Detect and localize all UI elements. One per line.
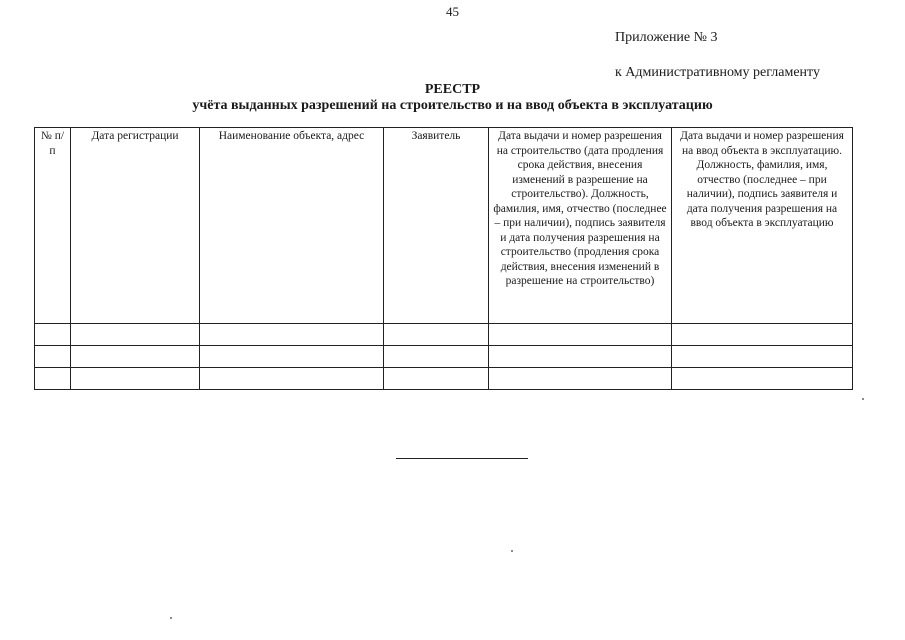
page-number: 45	[446, 4, 459, 19]
appendix-number: Приложение № 3	[615, 30, 718, 45]
table-cell	[35, 368, 71, 390]
table-cell	[672, 346, 853, 368]
table-cell	[35, 346, 71, 368]
table-cell	[384, 368, 489, 390]
table-cell	[35, 324, 71, 346]
header-number: № п/п	[35, 128, 71, 324]
scan-speck	[170, 617, 172, 619]
table-cell	[384, 346, 489, 368]
table-cell	[200, 324, 384, 346]
table-row	[35, 346, 853, 368]
header-registration-date: Дата регистрации	[71, 128, 200, 324]
table-cell	[489, 368, 672, 390]
header-commissioning-permit: Дата выдачи и номер разрешения на ввод объекта в эксплуатацию. Должность, фамилия, имя, отчество (последнее – при наличии), подпись заявителя и дата получения разрешения на ввод объекта в эксплуатацию	[672, 128, 853, 324]
header-applicant: Заявитель	[384, 128, 489, 324]
table-cell	[200, 346, 384, 368]
table-cell	[489, 324, 672, 346]
appendix-reference: к Административному регламенту	[615, 65, 820, 80]
table-cell	[384, 324, 489, 346]
header-object-name-address: Наименование объекта, адрес	[200, 128, 384, 324]
table-cell	[71, 346, 200, 368]
document-subtitle: учёта выданных разрешений на строительство и на ввод объекта в эксплуатацию	[192, 98, 713, 113]
table-cell	[672, 324, 853, 346]
table-cell	[200, 368, 384, 390]
registry-table	[34, 127, 853, 390]
table-row	[35, 324, 853, 346]
scan-speck	[511, 550, 513, 552]
table-cell	[489, 346, 672, 368]
footer-divider	[396, 458, 528, 459]
table-cell	[672, 368, 853, 390]
table-header-row	[35, 128, 853, 324]
table-cell	[71, 368, 200, 390]
document-title: РЕЕСТР	[424, 82, 481, 97]
scan-speck	[862, 398, 864, 400]
header-construction-permit: Дата выдачи и номер разрешения на строительство (дата продления срока действия, внесения изменений в разрешение на строительство). Должность, фамилия, имя, отчество (последнее – при наличии), подпись заявителя и дата получения разрешения на строительство (продления срока действия, внесения изменений в разрешение на строительство)	[489, 128, 672, 324]
table-row	[35, 368, 853, 390]
table-cell	[71, 324, 200, 346]
